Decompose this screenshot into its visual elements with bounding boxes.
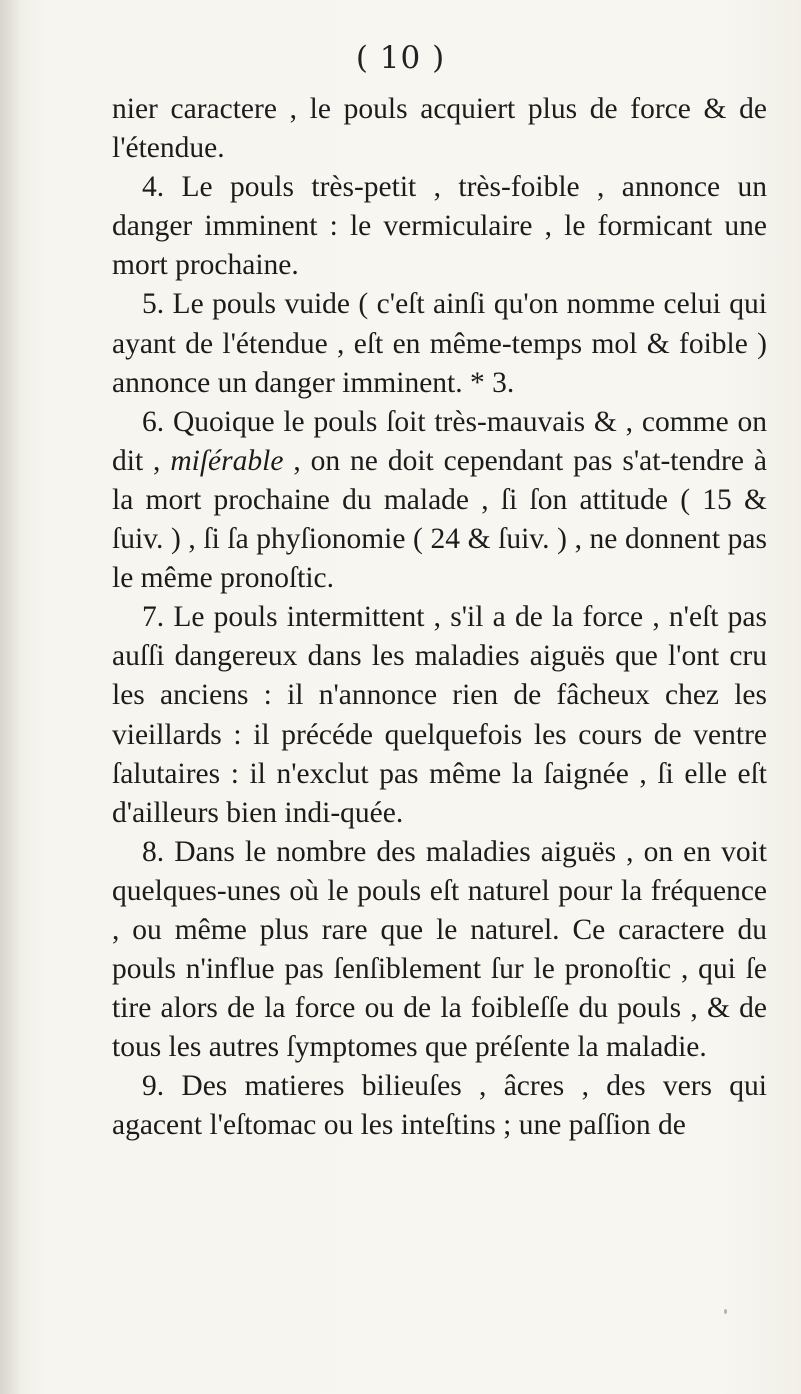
paragraph-item-6-start: 6. Quoique le pouls ſoit très-mauvais & , comme on dit , [112,405,767,477]
paragraph-continuation: nier caractere , le pouls acquiert plus de force & de l'étendue. [112,93,767,165]
paragraph-item-4: 4. Le pouls très-petit , très-foible , annonce un danger imminent : le vermiculaire , le formicant une mort prochaine. [112,171,767,282]
page-number: ( 10 ) [355,40,446,76]
paragraph-item-8: 8. Dans le nombre des maladies aiguës , on en voit quelques-unes où le pouls eſt naturel pour la fréquence , ou même plus rare que le naturel. Ce caractere du pouls n'influe pas ſenſiblement ſur le pronoſtic , qui ſe tire alors de la force ou de la foibleſſe du pouls , & de tous les autres ſymptomes que préſente la maladie. [112,835,767,1064]
paragraph-item-6-end: , on ne doit cependant pas s'at-tendre à la mort prochaine du malade , ſi ſon attitude ( 15 & ſuiv. ) , ſi ſa phyſionomie ( 24 & ſuiv. ) , ne donnent pas le même pronoſtic. [112,444,767,595]
emphasis-miserable: miſérable [170,444,284,477]
page-gutter-shadow [0,0,22,1394]
paragraph-item-9: 9. Des matieres bilieuſes , âcres , des vers qui agacent l'eſtomac ou les inteſtins ; une paſſion de [112,1070,767,1142]
paragraph-item-5: 5. Le pouls vuide ( c'eſt ainſi qu'on nomme celui qui ayant de l'étendue , eſt en même-temps mol & foible ) annonce un danger imminent. * 3. [112,288,767,399]
paragraph-item-6 [112,403,767,598]
ink-speck [724,1309,727,1314]
body-text [112,90,767,1146]
paragraph-item-7: 7. Le pouls intermittent , s'il a de la force , n'eſt pas auſſi dangereux dans les maladies aiguës que l'ont cru les anciens : il n'annonce rien de fâcheux chez les vieillards : il précéde quelquefois les cours de ventre ſalutaires : il n'exclut pas même la ſaignée , ſi elle eſt d'ailleurs bien indi-quée. [112,601,767,829]
